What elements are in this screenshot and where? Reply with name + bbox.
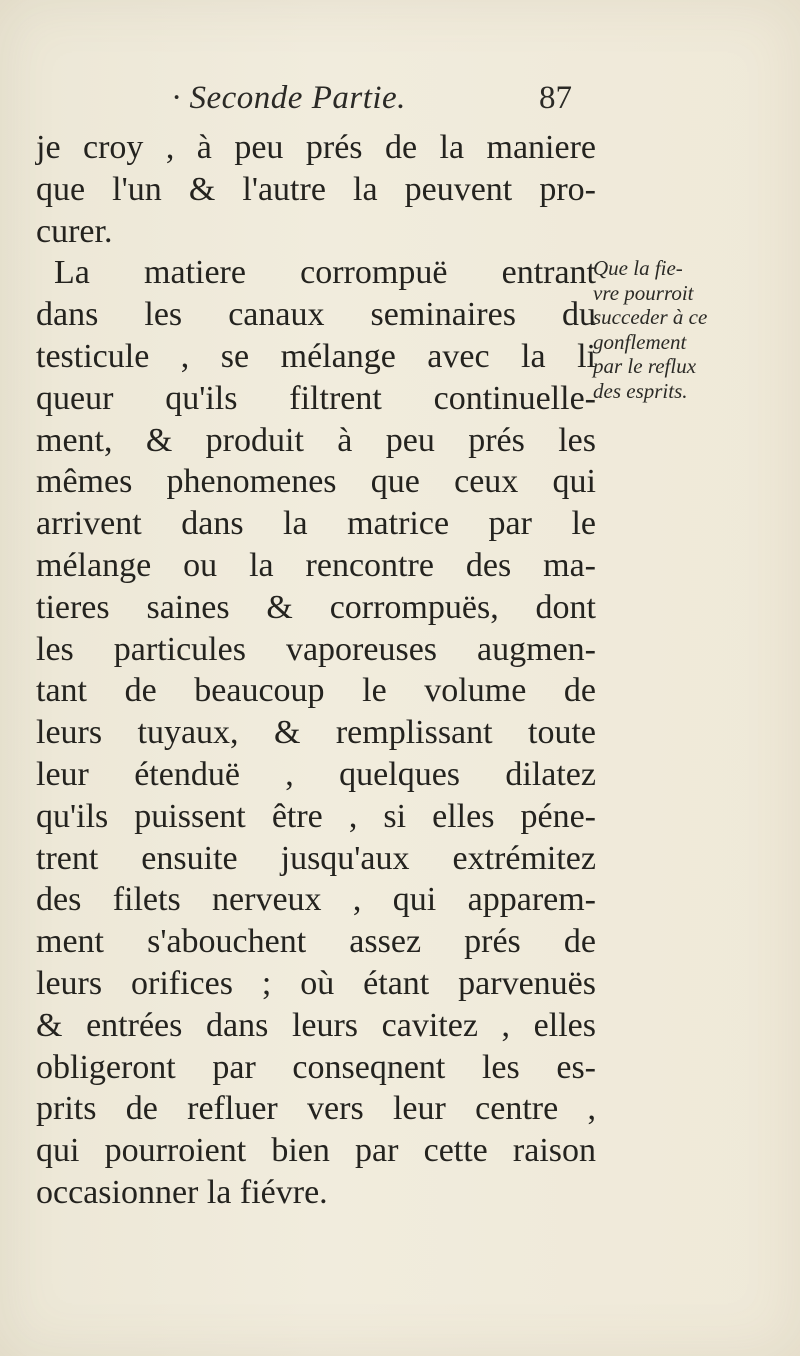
text-line: mêmes phenomenes que ceux qui bbox=[36, 463, 596, 501]
text-line: tant de beaucoup le volume de bbox=[36, 672, 596, 710]
margin-note-line: des esprits. bbox=[593, 378, 688, 403]
margin-note bbox=[593, 256, 763, 403]
text-line: mélange ou la rencontre des ma- bbox=[36, 546, 596, 584]
text-line: leurs orifices ; où étant parvenuës bbox=[36, 964, 596, 1002]
margin-note-line: gonflement bbox=[593, 329, 687, 354]
margin-note-line: vre pourroit bbox=[593, 280, 694, 305]
text-line: leurs tuyaux, & remplissant toute bbox=[36, 714, 596, 752]
text-line: La matiere corrompuë entrant bbox=[54, 254, 596, 292]
margin-note-line: par le reflux bbox=[593, 354, 697, 378]
text-line: testicule , se mélange avec la li bbox=[36, 337, 596, 375]
text-line: les particules vaporeuses augmen- bbox=[36, 630, 596, 668]
text-line: prits de refluer vers leur centre , bbox=[36, 1090, 596, 1128]
running-head bbox=[152, 80, 572, 120]
text-line: que l'un & l'autre la peuvent pro- bbox=[36, 170, 596, 208]
text-line: arrivent dans la matrice par le bbox=[36, 505, 596, 543]
text-line: & entrées dans leurs cavitez , elles bbox=[36, 1006, 596, 1044]
page-number: 87 bbox=[539, 80, 572, 116]
text-line: occasionner la fiévre. bbox=[36, 1173, 328, 1211]
text-line: trent ensuite jusqu'aux extrémitez bbox=[36, 839, 596, 877]
margin-note-line: succeder à ce bbox=[593, 305, 708, 329]
text-line: tieres saines & corrompuës, dont bbox=[36, 588, 596, 626]
running-title: · Seconde Partie. bbox=[172, 80, 406, 116]
text-line: queur qu'ils filtrent continuelle- bbox=[36, 379, 596, 417]
text-line: des filets nerveux , qui apparem- bbox=[36, 881, 596, 919]
text-line: curer. bbox=[36, 212, 113, 250]
body-text bbox=[36, 127, 596, 1214]
margin-note-line: Que la fie- bbox=[593, 256, 683, 280]
text-line: obligeront par conseqnent les es- bbox=[36, 1048, 596, 1086]
text-line: ment s'abouchent assez prés de bbox=[36, 923, 596, 961]
text-line: qu'ils puissent être , si elles péne- bbox=[36, 797, 596, 835]
text-line: qui pourroient bien par cette raison bbox=[36, 1132, 596, 1170]
text-line: dans les canaux seminaires du bbox=[36, 296, 596, 334]
text-line: je croy , à peu prés de la maniere bbox=[36, 129, 596, 166]
text-line: ment, & produit à peu prés les bbox=[36, 421, 596, 459]
text-line: leur étenduë , quelques dilatez bbox=[36, 755, 596, 793]
